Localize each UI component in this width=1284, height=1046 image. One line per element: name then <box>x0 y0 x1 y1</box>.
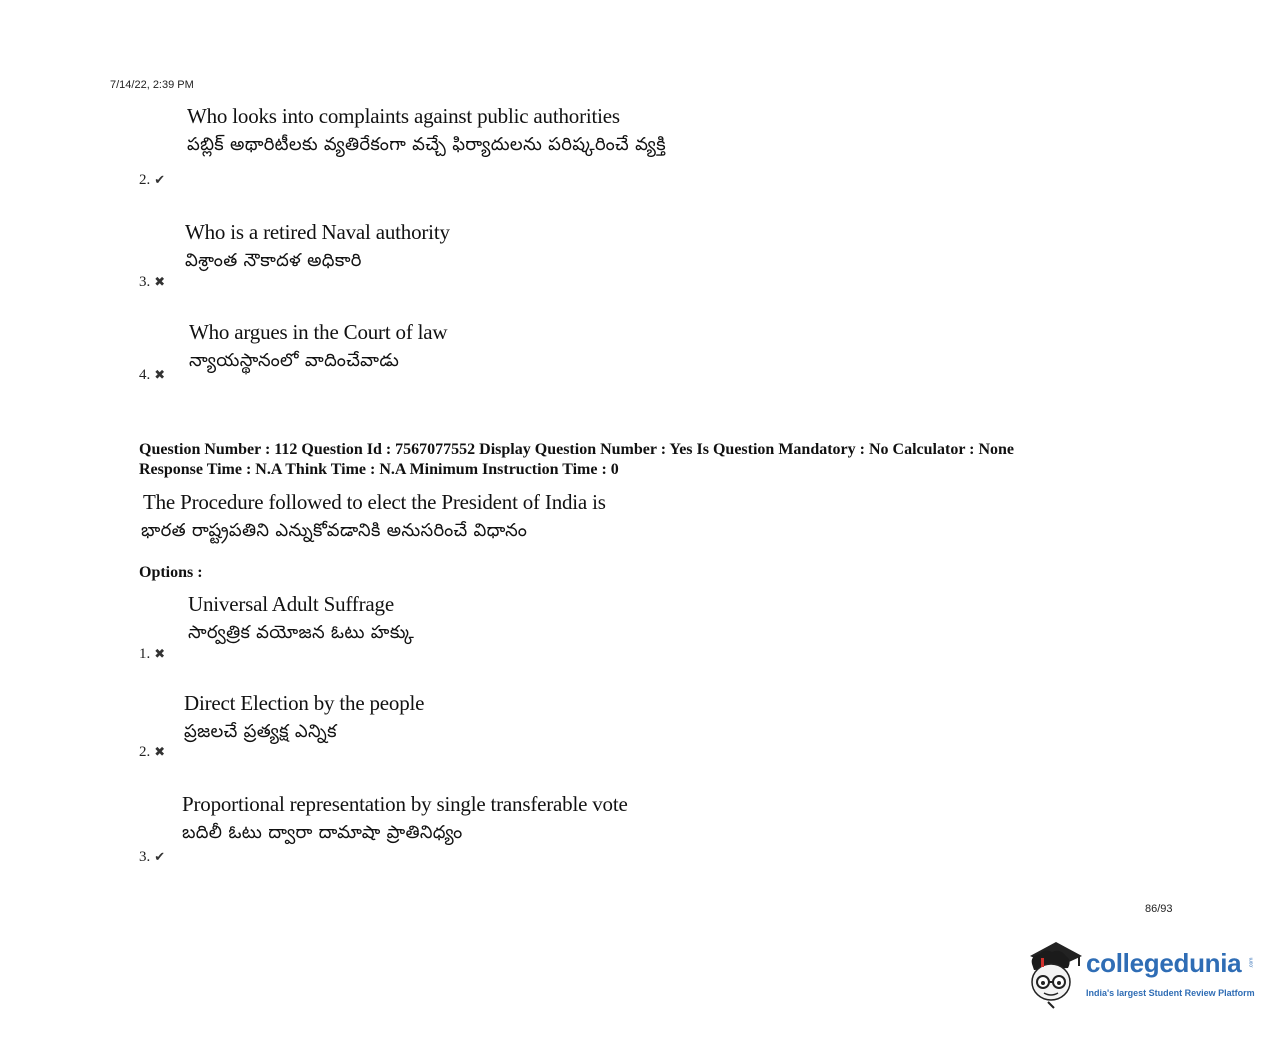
option-text-telugu: న్యాయస్థానంలో వాదించేవాడు <box>189 350 400 371</box>
page-number: 86/93 <box>1145 903 1173 915</box>
wrong-cross-icon: ✖ <box>154 646 166 661</box>
option-number: 2. ✔ <box>139 172 166 188</box>
option-text-telugu: పబ్లిక్ అథారిటీలకు వ్యతిరేకంగా వచ్చే ఫిర్యాదులను పరిష్కరించే వ్యక్తి <box>187 134 666 155</box>
option-number: 4. ✖ <box>139 367 166 383</box>
question-meta-line-1: Question Number : 112 Question Id : 7567077552 Display Question Number : Yes Is Question Mandatory : No Calculator : None <box>139 441 1015 458</box>
option-number: 3. ✔ <box>139 849 166 865</box>
options-label: Options : <box>139 564 203 581</box>
option-text-telugu: బదిలీ ఓటు ద్వారా దామాషా ప్రాతినిధ్యం <box>182 822 463 843</box>
wrong-cross-icon: ✖ <box>154 274 166 289</box>
correct-check-icon: ✔ <box>154 172 166 187</box>
option-text-telugu: సార్వత్రిక వయోజన ఓటు హక్కు <box>188 622 415 643</box>
mascot-icon <box>1022 938 1084 1010</box>
option-text-english: Proportional representation by single transferable vote <box>182 792 628 816</box>
logo-tagline: India's largest Student Review Platform <box>1086 988 1255 998</box>
option-text-english: Universal Adult Suffrage <box>188 592 394 616</box>
option-text-english: Who looks into complaints against public authorities <box>187 104 620 128</box>
option-number: 3. ✖ <box>139 274 166 290</box>
wrong-cross-icon: ✖ <box>154 367 166 382</box>
option-number: 1. ✖ <box>139 646 166 662</box>
collegedunia-logo <box>1022 938 1262 1010</box>
print-timestamp: 7/14/22, 2:39 PM <box>110 79 194 91</box>
logo-suffix: .com <box>1248 957 1255 969</box>
option-text-english: Who argues in the Court of law <box>189 320 448 344</box>
question-text-telugu: భారత రాష్ట్రపతిని ఎన్నుకోవడానికి అనుసరించే విధానం <box>141 520 528 541</box>
option-text-english: Who is a retired Naval authority <box>185 220 450 244</box>
wrong-cross-icon: ✖ <box>154 744 166 759</box>
logo-wordmark: collegedunia <box>1086 948 1242 978</box>
question-text-english: The Procedure followed to elect the President of India is <box>143 490 606 514</box>
option-text-english: Direct Election by the people <box>184 691 425 715</box>
question-meta-line-2: Response Time : N.A Think Time : N.A Minimum Instruction Time : 0 <box>139 461 619 478</box>
correct-check-icon: ✔ <box>154 849 166 864</box>
option-text-telugu: విశ్రాంత నౌకాదళ అధికారి <box>185 250 362 271</box>
option-text-telugu: ప్రజలచే ప్రత్యక్ష ఎన్నిక <box>184 721 337 742</box>
option-number: 2. ✖ <box>139 744 166 760</box>
